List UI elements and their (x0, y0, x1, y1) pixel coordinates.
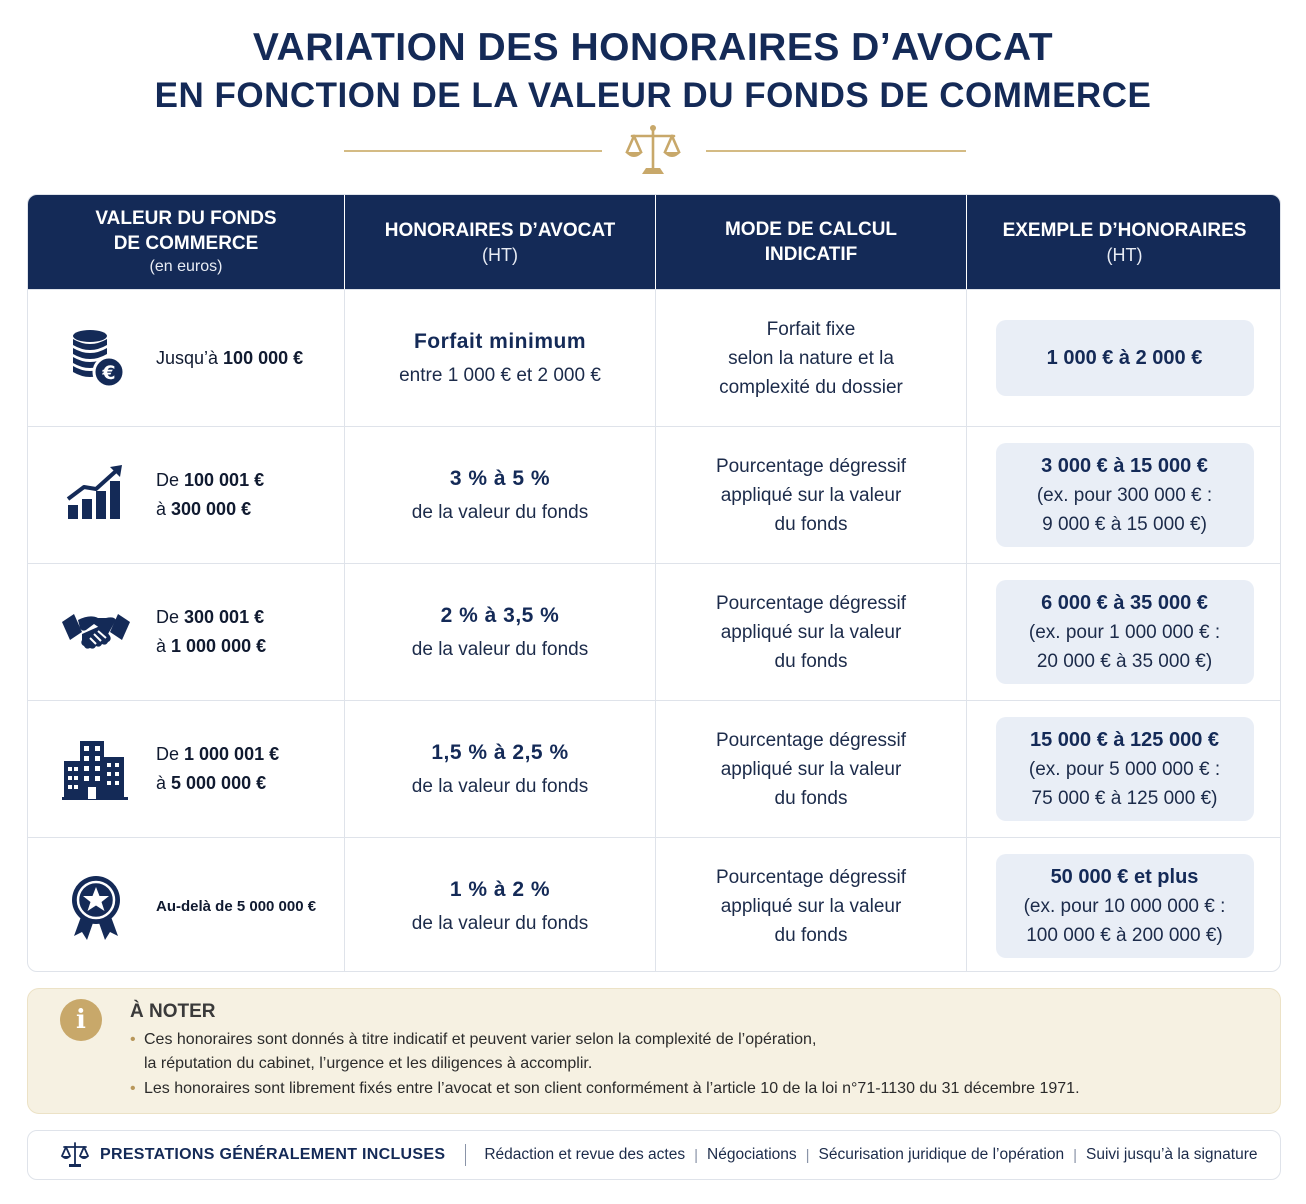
calculation-line: appliqué sur la valeur (720, 758, 902, 780)
lawyer-fee-cell (345, 838, 656, 972)
fee-detail: de la valeur du fonds (411, 775, 589, 797)
calculation-line: selon la nature et la (728, 347, 894, 369)
calculation-line: complexité du dossier (719, 376, 903, 398)
example-amount: 1 000 € à 2 000 € (1046, 346, 1203, 369)
example-box (996, 443, 1254, 547)
example-detail: 100 000 € à 200 000 €) (1026, 924, 1223, 946)
buildings-icon (60, 733, 132, 805)
table-row (28, 563, 1281, 700)
header-lawyer-fees (345, 195, 656, 289)
info-icon: i (60, 999, 102, 1041)
calculation-line: Pourcentage dégressif (715, 592, 907, 614)
example-detail: (ex. pour 10 000 000 € : (1023, 895, 1226, 917)
fee-detail: de la valeur du fonds (411, 638, 589, 660)
example-detail: (ex. pour 5 000 000 € : (1028, 758, 1221, 780)
table-row (28, 700, 1281, 837)
coins-euro-icon (60, 322, 132, 394)
header-label: DE COMMERCE (113, 233, 259, 254)
included-item: Sécurisation juridique de l’opération (818, 1146, 1065, 1163)
fund-value-range: Jusqu’à 100 000 € (156, 347, 304, 368)
fund-value-cell (28, 701, 345, 837)
calculation-cell (656, 427, 967, 563)
included-item: Rédaction et revue des actes (484, 1146, 686, 1163)
fee-amount: Forfait minimum (413, 329, 586, 353)
calculation-line: du fonds (774, 787, 848, 809)
lawyer-fee-cell (345, 701, 656, 837)
calculation-line: Pourcentage dégressif (715, 729, 907, 751)
fund-value-range: De 100 001 € à 300 000 € (156, 470, 265, 519)
example-box (996, 854, 1254, 958)
svg-text:€: € (102, 362, 116, 384)
table-header (28, 195, 1281, 289)
example-cell (967, 838, 1281, 972)
example-cell (967, 701, 1281, 837)
header-label: EXEMPLE D’HONORAIRES (1002, 219, 1247, 241)
handshake-icon (60, 596, 132, 668)
fees-table (27, 194, 1281, 972)
calculation-cell (656, 564, 967, 700)
included-title: PRESTATIONS GÉNÉRALEMENT INCLUSES (100, 1146, 446, 1163)
fund-value-range: Au-delà de 5 000 000 € (156, 897, 317, 915)
example-box (996, 580, 1254, 684)
fee-amount: 1,5 % à 2,5 % (431, 740, 569, 764)
calculation-cell (656, 290, 967, 426)
lawyer-fee-cell (345, 290, 656, 426)
example-box (996, 717, 1254, 821)
table-row (28, 837, 1281, 972)
divider (465, 1144, 466, 1166)
fee-amount: 3 % à 5 % (449, 466, 551, 490)
example-cell (967, 290, 1281, 426)
title-divider-left (344, 150, 602, 152)
growth-chart-icon (60, 459, 132, 531)
example-detail: 75 000 € à 125 000 €) (1031, 787, 1218, 809)
note-bullet-1-cont: la réputation du cabinet, l’urgence et les diligences à accomplir. (144, 1055, 593, 1072)
lawyer-fee-cell (345, 564, 656, 700)
calculation-line: appliqué sur la valeur (720, 895, 902, 917)
fee-detail: de la valeur du fonds (411, 501, 589, 523)
calculation-line: Forfait fixe (766, 318, 856, 340)
example-detail: 9 000 € à 15 000 €) (1042, 513, 1207, 535)
calculation-line: appliqué sur la valeur (720, 621, 902, 643)
calculation-line: du fonds (774, 650, 848, 672)
header-calculation-mode (656, 195, 967, 289)
example-amount: 3 000 € à 15 000 € (1041, 454, 1208, 477)
calculation-line: appliqué sur la valeur (720, 484, 902, 506)
calculation-line: du fonds (774, 924, 848, 946)
calculation-cell (656, 838, 967, 972)
fund-value-range: De 1 000 001 € à 5 000 000 € (156, 744, 280, 793)
header-label: VALEUR DU FONDS (95, 208, 277, 229)
award-badge-icon (60, 870, 132, 942)
calculation-line: Pourcentage dégressif (715, 455, 907, 477)
example-box (996, 320, 1254, 396)
example-detail: (ex. pour 1 000 000 € : (1028, 621, 1221, 643)
fee-detail: de la valeur du fonds (411, 912, 589, 934)
header-sub: (en euros) (149, 258, 223, 275)
header-sub: (HT) (482, 244, 518, 265)
note-title: À NOTER (130, 1001, 216, 1022)
item-separator: | (805, 1146, 810, 1164)
fund-value-cell (28, 427, 345, 563)
fund-value-range: De 300 001 € à 1 000 000 € (156, 607, 267, 656)
header-fund-value (28, 195, 345, 289)
lawyer-fee-cell (345, 427, 656, 563)
included-item: Négociations (707, 1146, 797, 1163)
included-services-bar (27, 1130, 1281, 1180)
example-cell (967, 564, 1281, 700)
table-row (28, 289, 1281, 426)
title-divider-right (706, 150, 966, 152)
calculation-line: Pourcentage dégressif (715, 866, 907, 888)
note-bullet-2: • Les honoraires sont librement fixés entre l’avocat et son client conformément à l’article 10 de la loi n°71-1130 du 31 décembre 1971. (130, 1080, 1080, 1097)
note-box (27, 988, 1281, 1114)
table-row (28, 426, 1281, 563)
scales-of-justice-icon (60, 1140, 90, 1170)
example-cell (967, 427, 1281, 563)
header-label: MODE DE CALCUL (724, 219, 898, 240)
example-amount: 15 000 € à 125 000 € (1029, 728, 1220, 751)
example-detail: (ex. pour 300 000 € : (1036, 484, 1213, 506)
fee-detail: entre 1 000 € et 2 000 € (399, 364, 601, 386)
example-amount: 6 000 € à 35 000 € (1041, 591, 1208, 614)
fund-value-cell (28, 838, 345, 972)
fund-value-cell (28, 290, 345, 426)
page-title-line-1: VARIATION DES HONORAIRES D’AVOCAT (252, 26, 1054, 69)
included-item: Suivi jusqu’à la signature (1086, 1146, 1258, 1163)
header-label: INDICATIF (764, 244, 858, 265)
fund-value-cell (28, 564, 345, 700)
calculation-cell (656, 701, 967, 837)
fee-amount: 2 % à 3,5 % (440, 603, 560, 627)
header-label: HONORAIRES D’AVOCAT (384, 219, 616, 241)
fee-amount: 1 % à 2 % (449, 877, 551, 901)
example-detail: 20 000 € à 35 000 €) (1036, 650, 1213, 672)
header-sub: (HT) (1106, 244, 1143, 265)
item-separator: | (694, 1146, 699, 1164)
page-title-line-2: EN FONCTION DE LA VALEUR DU FONDS DE COMMERCE (154, 76, 1152, 115)
scales-of-justice-icon (622, 122, 684, 178)
note-bullet-1: • Ces honoraires sont donnés à titre indicatif et peuvent varier selon la complexité de l’opération, (130, 1031, 817, 1048)
example-amount: 50 000 € et plus (1050, 865, 1199, 888)
header-fee-example (967, 195, 1281, 289)
item-separator: | (1073, 1146, 1078, 1164)
calculation-line: du fonds (774, 513, 848, 535)
